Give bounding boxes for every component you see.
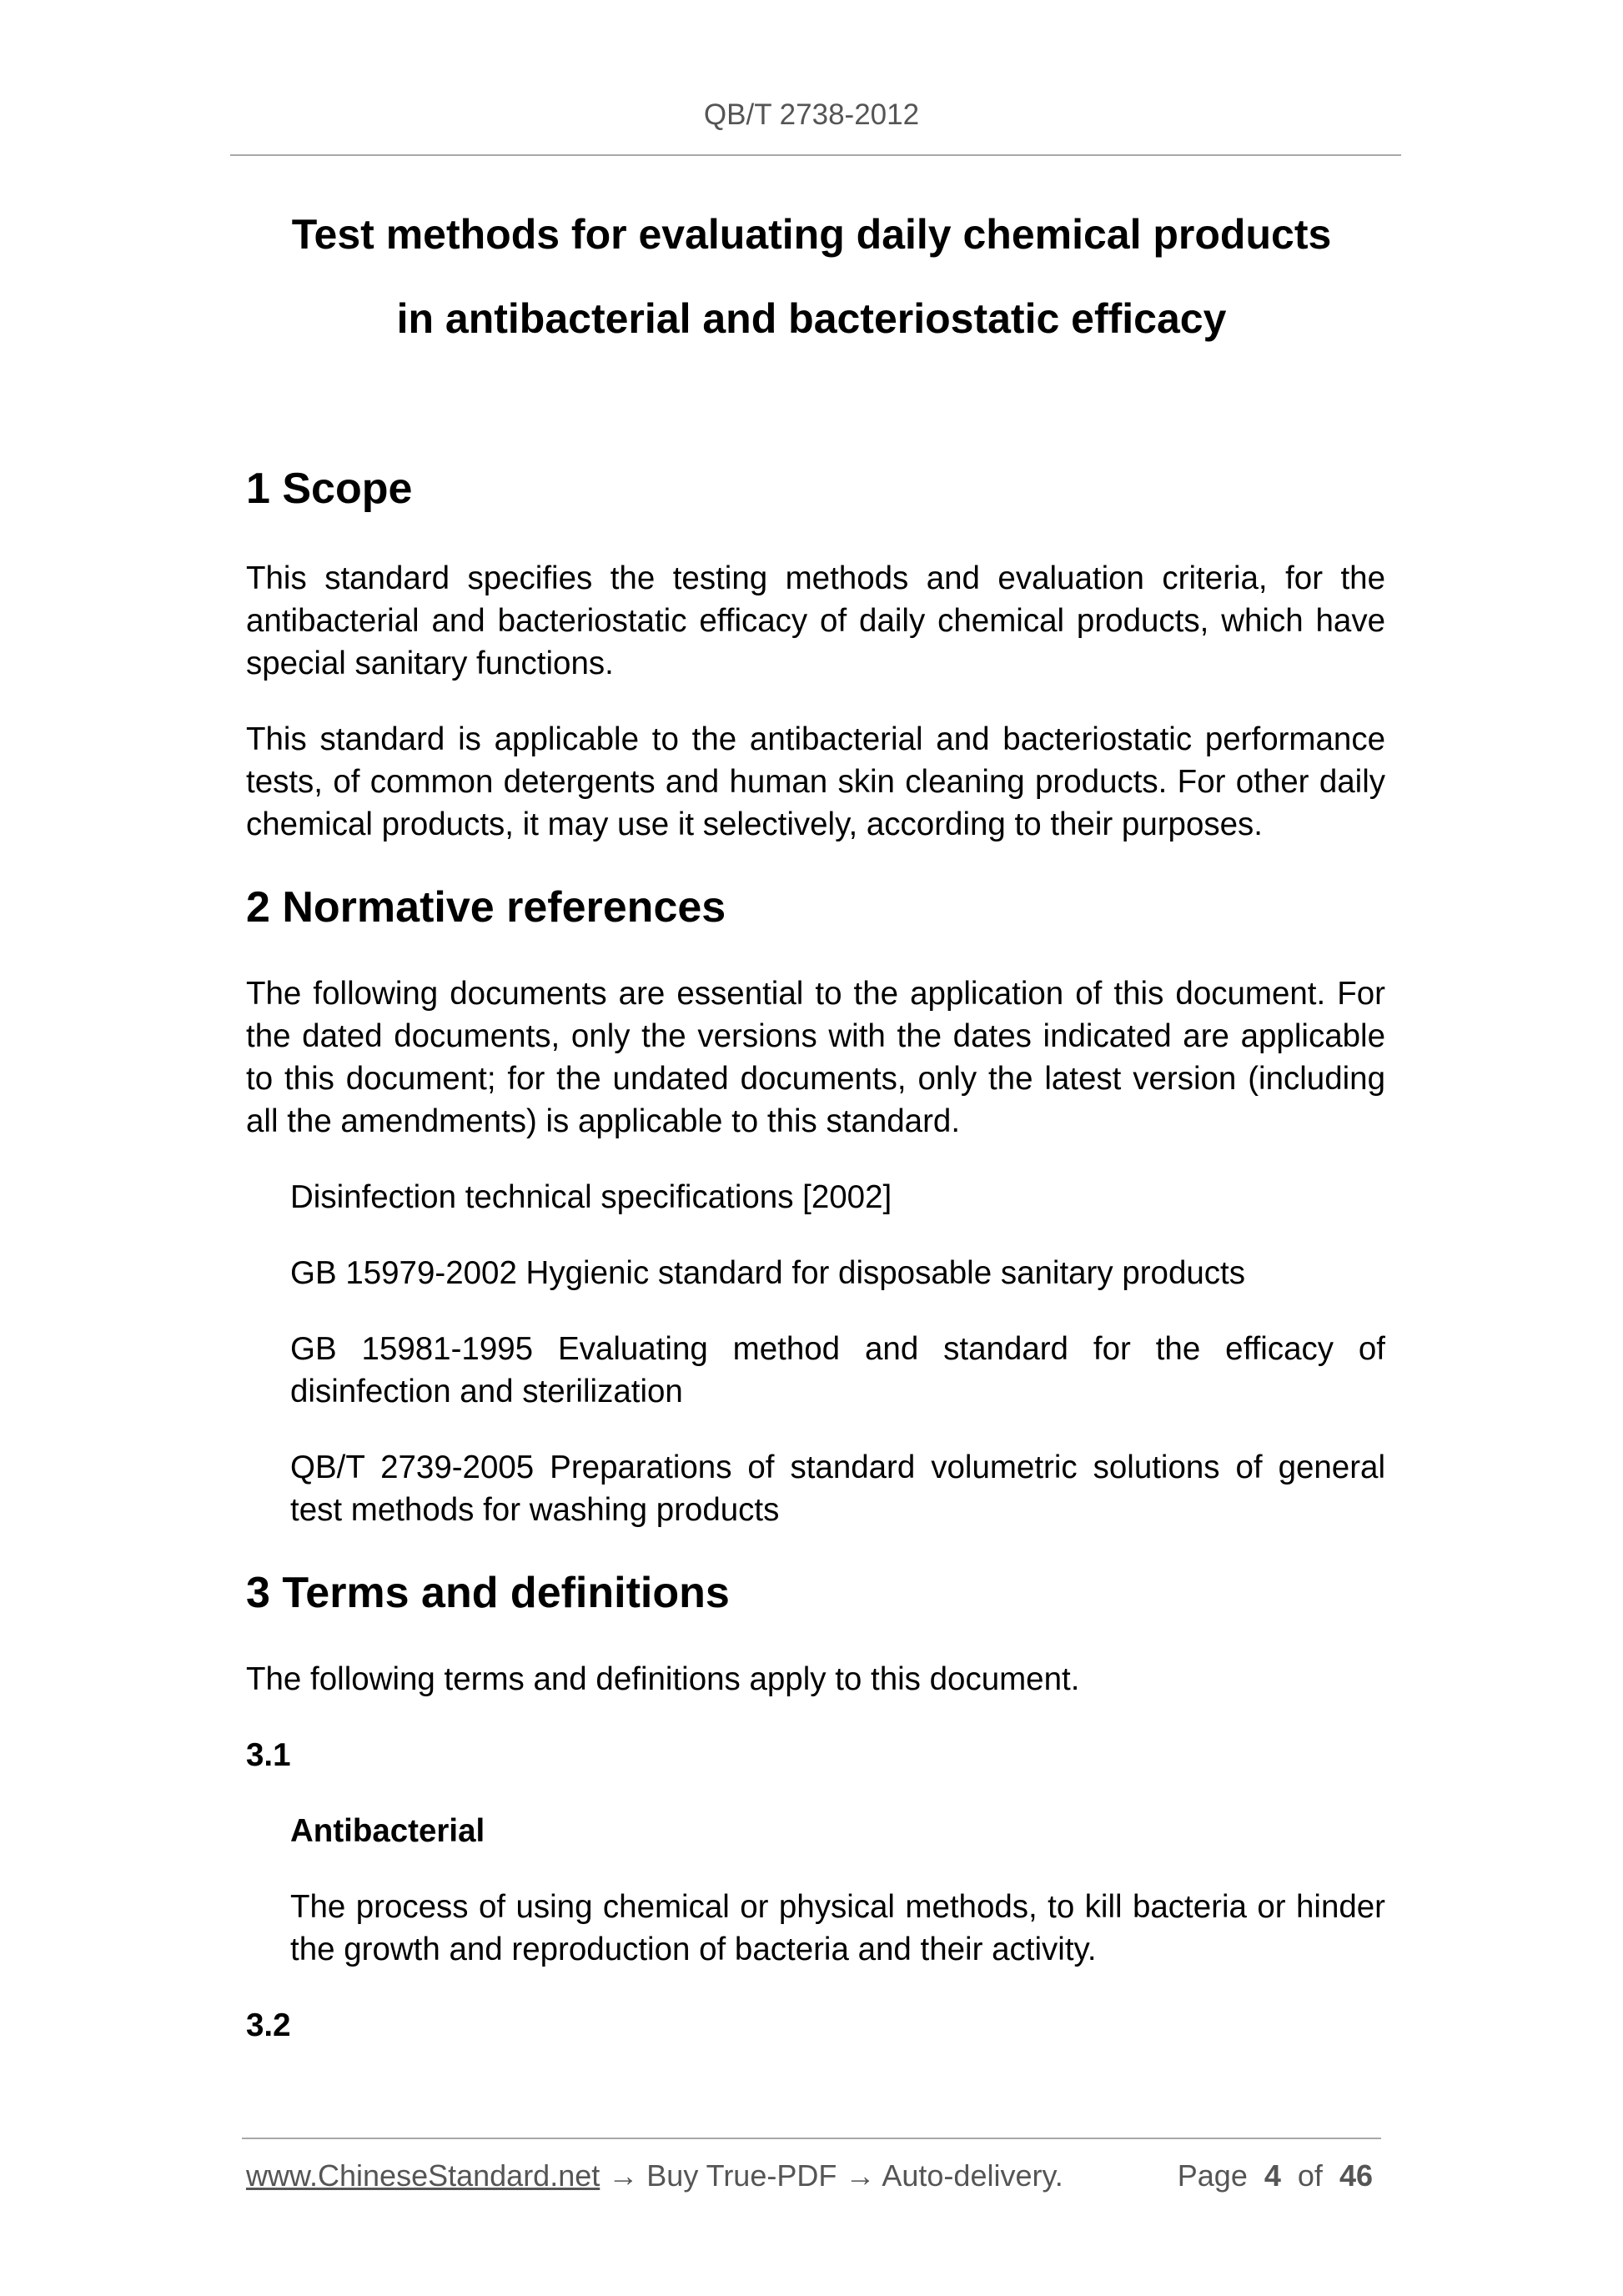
reference-item: Disinfection technical specifications [2002]: [290, 1179, 892, 1215]
term-definition: The process of using chemical or physical methods, to kill bacteria or hinder the growth and reproduction of bacteria and their activity.: [290, 1889, 1385, 1967]
footer-buy-text: Buy True-PDF: [646, 2158, 837, 2193]
reference-item: QB/T 2739-2005 Preparations of standard volumetric solutions of general test methods for washing products: [290, 1449, 1385, 1528]
reference-item: GB 15981-1995 Evaluating method and standard for the efficacy of disinfection and sterilization: [290, 1331, 1385, 1409]
arrow-right-icon: →: [845, 2158, 876, 2193]
document-body: [246, 457, 1385, 2047]
section-heading-scope: 1 Scope: [246, 465, 413, 513]
header-standard-code: QB/T 2738-2012: [703, 98, 920, 131]
scope-paragraph-2: This standard is applicable to the antibacterial and bacteriostatic performance tests, of common detergents and human skin cleaning products. For other daily chemical products, it may use it selectively, according to their purposes.: [246, 721, 1385, 842]
document-title-line-1: Test methods for evaluating daily chemical products: [291, 211, 1332, 258]
document-title-line-2: in antibacterial and bacteriostatic efficacy: [396, 295, 1227, 342]
arrow-right-icon: →: [608, 2158, 639, 2193]
page-of-label: of: [1297, 2158, 1323, 2193]
footer-divider: [242, 2138, 1381, 2139]
section-heading-normative-references: 2 Normative references: [246, 883, 726, 932]
terms-intro: The following terms and definitions apply to this document.: [246, 1661, 1080, 1697]
page-total: 46: [1339, 2158, 1373, 2193]
scope-paragraph-1: This standard specifies the testing methods and evaluation criteria, for the antibacterial and bacteriostatic efficacy of daily chemical products, which have special sanitary functions.: [246, 560, 1385, 681]
footer-delivery-text: Auto-delivery.: [882, 2158, 1063, 2193]
reference-item: GB 15979-2002 Hygienic standard for disposable sanitary products: [290, 1255, 1245, 1291]
section-heading-terms-definitions: 3 Terms and definitions: [246, 1569, 730, 1617]
term-number: 3.2: [246, 2007, 291, 2043]
page-label: Page: [1177, 2158, 1248, 2193]
footer-promo: [246, 2157, 1063, 2195]
page-current: 4: [1264, 2158, 1281, 2193]
term-number: 3.1: [246, 1737, 291, 1773]
normative-references-intro: The following documents are essential to the application of this document. For the dated documents, only the versions with the dates indicated are applicable to this document; for the undated documents, only the latest version (including all the amendments) is applicable to this standard.: [246, 976, 1385, 1139]
website-link[interactable]: www.ChineseStandard.net: [246, 2158, 600, 2193]
term-name: Antibacterial: [290, 1813, 485, 1849]
header-divider: [230, 154, 1401, 156]
page-number: [1178, 2157, 1373, 2195]
